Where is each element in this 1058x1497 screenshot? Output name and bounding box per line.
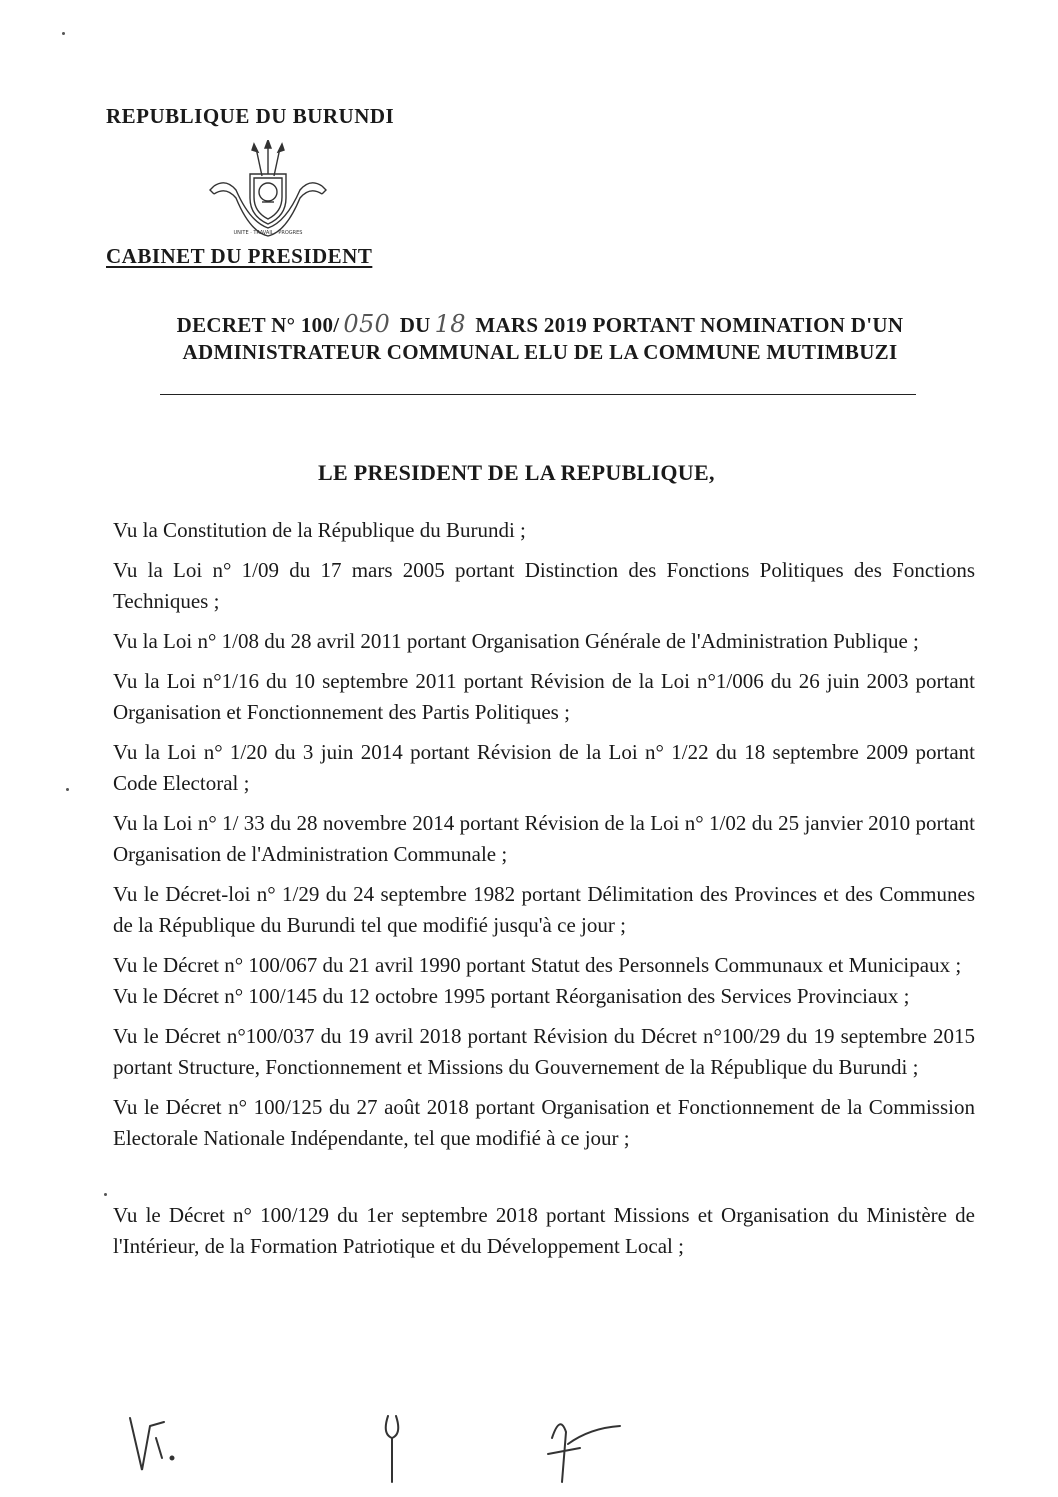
seal-motto: UNITE · TRAVAIL · PROGRES xyxy=(233,230,303,236)
scan-speck xyxy=(62,32,65,35)
decree-du: DU xyxy=(399,313,431,337)
scan-speck xyxy=(104,1193,107,1196)
cabinet-heading: CABINET DU PRESIDENT xyxy=(106,244,373,268)
visa-item: Vu le Décret n° 100/129 du 1er septembre 2018 portant Missions et Organisation du Ministère de l'Intérieur, de la Formation Patriotique et du Développement Local ; xyxy=(113,1203,975,1258)
visa-item: Vu la Constitution de la République du Burundi ; xyxy=(113,518,526,542)
handwritten-initials-icon xyxy=(120,1408,680,1488)
scan-speck xyxy=(66,788,69,791)
visa-item: Vu la Loi n° 1/20 du 3 juin 2014 portant Révision de la Loi n° 1/22 du 18 septembre 2009 portant Code Electoral ; xyxy=(113,740,975,795)
decree-title-line-1 xyxy=(90,310,990,338)
decree-prefix: DECRET N° 100/ xyxy=(176,313,340,337)
visas-list xyxy=(113,515,975,1271)
coat-of-arms-icon xyxy=(206,140,330,240)
visa-item: Vu la Loi n° 1/09 du 17 mars 2005 portant Distinction des Fonctions Politiques des Fonctions Techniques ; xyxy=(113,558,975,613)
visa-item: Vu le Décret n° 100/145 du 12 octobre 1995 portant Réorganisation des Services Provinciaux ; xyxy=(113,984,910,1008)
decree-number-handwritten: 050 xyxy=(343,310,391,338)
visa-item: Vu le Décret n° 100/125 du 27 août 2018 portant Organisation et Fonctionnement de la Commission Electorale Nationale Indépendante, tel que modifié à ce jour ; xyxy=(113,1095,975,1150)
president-heading: LE PRESIDENT DE LA REPUBLIQUE, xyxy=(318,460,715,485)
decree-day-handwritten: 18 xyxy=(434,310,466,338)
title-divider xyxy=(160,394,916,395)
visa-item: Vu le Décret n°100/037 du 19 avril 2018 portant Révision du Décret n°100/29 du 19 septembre 2015 portant Structure, Fonctionnement et Missions du Gouvernement de la République du Burundi ; xyxy=(113,1024,975,1079)
visa-item: Vu le Décret n° 100/067 du 21 avril 1990 portant Statut des Personnels Communaux et Municipaux ; xyxy=(113,953,962,977)
decree-title-line-2: ADMINISTRATEUR COMMUNAL ELU DE LA COMMUNE MUTIMBUZI xyxy=(182,340,898,364)
visa-item: Vu la Loi n° 1/ 33 du 28 novembre 2014 portant Révision de la Loi n° 1/02 du 25 janvier 2010 portant Organisation de l'Administration Communale ; xyxy=(113,811,975,866)
republic-heading: REPUBLIQUE DU BURUNDI xyxy=(106,104,395,128)
visa-item: Vu le Décret-loi n° 1/29 du 24 septembre 1982 portant Délimitation des Provinces et des Communes de la République du Burundi tel que modifié jusqu'à ce jour ; xyxy=(113,882,975,937)
visa-item: Vu la Loi n°1/16 du 10 septembre 2011 portant Révision de la Loi n°1/006 du 26 juin 2003 portant Organisation et Fonctionnement des Partis Politiques ; xyxy=(113,669,975,724)
visa-item: Vu la Loi n° 1/08 du 28 avril 2011 portant Organisation Générale de l'Administration Publique ; xyxy=(113,629,919,653)
decree-title-rest: MARS 2019 PORTANT NOMINATION D'UN xyxy=(475,313,904,337)
